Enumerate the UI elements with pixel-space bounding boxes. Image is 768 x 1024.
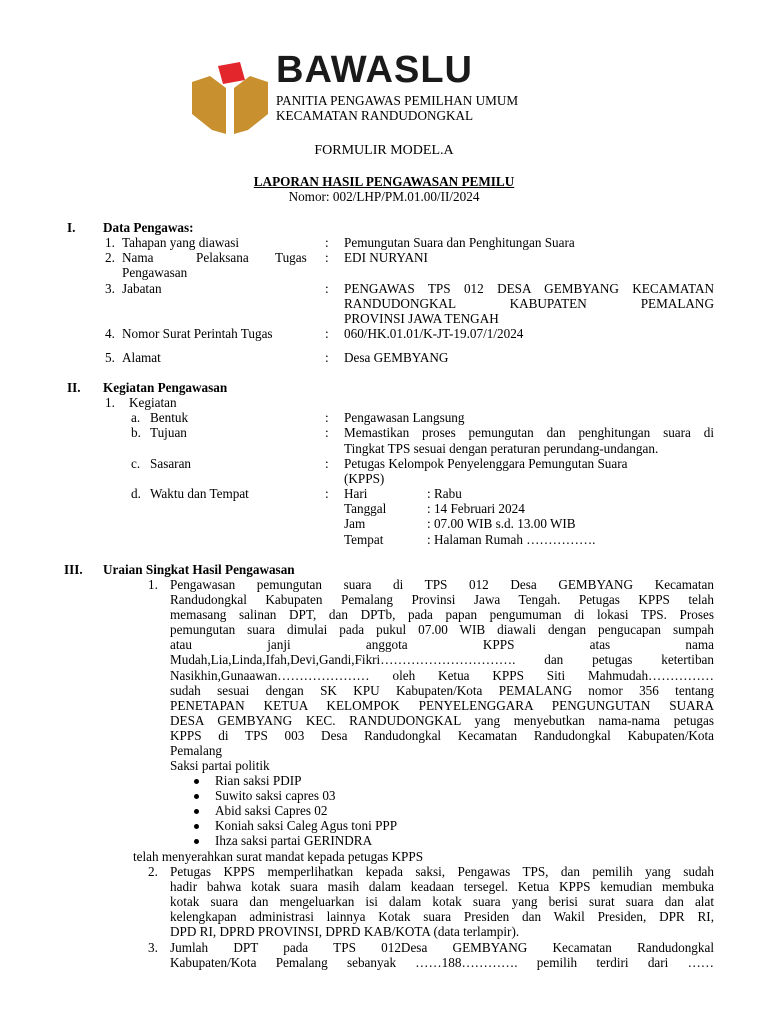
form-title: FORMULIR MODEL.A — [314, 143, 454, 158]
s3-p1-line: KPPS di TPS 003 Desa Randudongkal Kecamatan Randudongkal Kabupaten/Kota — [170, 728, 714, 743]
s1-item2-label-b: Pelaksana — [196, 250, 249, 265]
bullet-icon — [194, 779, 199, 784]
s1-item4-label: Nomor Surat Perintah Tugas — [122, 326, 273, 341]
s1-item3-num: 3. — [105, 281, 115, 296]
s1-item1-value: Pemungutan Suara dan Penghitungan Suara — [344, 235, 575, 250]
s1-item4-value: 060/HK.01.01/K-JT-19.07/1/2024 — [344, 326, 524, 341]
s2-item-a-value: Pengawasan Langsung — [344, 410, 465, 425]
time-value-jam: : 07.00 WIB s.d. 13.00 WIB — [427, 516, 576, 531]
time-value-tempat: : Halaman Rumah ……………. — [427, 532, 596, 547]
s3-p1-line: Nasikhin,Gunaawan………………… oleh Ketua KPPS Siti Mahmudah…………… — [170, 668, 714, 683]
saksi-title: Saksi partai politik — [170, 758, 270, 773]
s2-item-b-value-line1: Memastikan proses pemungutan dan penghitungan suara di — [344, 425, 714, 440]
time-label-hari: Hari — [344, 486, 368, 501]
s3-p1-num: 1. — [148, 577, 158, 592]
s2-item-c-letter: c. — [131, 456, 141, 471]
s2-item-b-letter: b. — [131, 425, 141, 440]
time-value-hari: : Rabu — [427, 486, 462, 501]
s3-p1-line: Mudah,Lia,Linda,Ifah,Devi,Gandi,Fikri…………………………. dan petugas ketertiban — [170, 652, 714, 667]
s1-item1-colon: : — [325, 235, 329, 250]
s1-item5-colon: : — [325, 350, 329, 365]
saksi-item: Abid saksi Capres 02 — [215, 803, 328, 818]
s2-item-b-label: Tujuan — [150, 425, 187, 440]
org-line1: PANITIA PENGAWAS PEMILHAN UMUM — [276, 93, 519, 108]
s1-item1-label: Tahapan yang diawasi — [122, 235, 239, 250]
section2-numeral: II. — [67, 380, 81, 395]
saksi-item: Rian saksi PDIP — [215, 773, 302, 788]
s3-p2-num: 2. — [148, 864, 158, 879]
s1-item4-colon: : — [325, 326, 329, 341]
section3-title: Uraian Singkat Hasil Pengawasan — [103, 562, 295, 577]
org-line2: KECAMATAN RANDUDONGKAL — [276, 108, 474, 123]
s2-item-b-value-line2: Tingkat TPS sesuai dengan peraturan perundang-undangan. — [344, 441, 659, 456]
s1-item3-value-line2: RANDUDONGKAL KABUPATEN PEMALANG — [344, 296, 714, 311]
s3-p2-line: Petugas KPPS memperlihatkan kepada saksi, Pengawas TPS, dan pemilih yang sudah — [170, 864, 714, 879]
s2-item-a-colon: : — [325, 410, 329, 425]
time-label-jam: Jam — [344, 516, 366, 531]
s3-p1-line: Pemalang — [170, 743, 223, 758]
s1-item2-value: EDI NURYANI — [344, 250, 428, 265]
s3-p1-line: PENETAPAN KETUA KELOMPOK PENYELENGGARA PENGUNGUTAN SUARA — [170, 698, 714, 713]
s1-item2-label-c: Tugas — [275, 250, 307, 265]
time-label-tanggal: Tanggal — [344, 501, 387, 516]
s2-item-a-label: Bentuk — [150, 410, 189, 425]
section3-numeral: III. — [64, 562, 83, 577]
s3-p1-line: Randudongkal Kabupaten Pemalang Provinsi Jawa Tengah. Petugas KPPS telah — [170, 592, 714, 607]
bullet-icon — [194, 824, 199, 829]
s3-p1-line: sudah sesuai dengan SK KPU Kabupaten/Kota PEMALANG nomor 356 tentang — [170, 683, 714, 698]
s3-p1-line: pemungutan suara dimulai pada pukul 07.00 WIB diawali dengan pengucapan sumpah — [170, 622, 714, 637]
s3-p1-line: atau janji anggota KPPS atas nama — [170, 637, 714, 652]
s1-item3-colon: : — [325, 281, 329, 296]
s1-item3-value-line3: PROVINSI JAWA TENGAH — [344, 311, 499, 326]
brand-name: BAWASLU — [276, 49, 473, 91]
s3-p1-line: Pengawasan pemungutan suara di TPS 012 Desa GEMBYANG Kecamatan — [170, 577, 714, 592]
s2-sub-title: Kegiatan — [129, 395, 177, 410]
s3-p3-line: Kabupaten/Kota Pemalang sebanyak ……188…………. pemilih terdiri dari …… — [170, 955, 714, 970]
time-value-tanggal: : 14 Februari 2024 — [427, 501, 525, 516]
saksi-item: Suwito saksi capres 03 — [215, 788, 336, 803]
bullet-icon — [194, 809, 199, 814]
s3-p2-line: DPD RI, DPRD PROVINSI, DPRD KAB/KOTA (data terlampir). — [170, 924, 520, 939]
bullet-icon — [194, 794, 199, 799]
s2-item-c-label: Sasaran — [150, 456, 192, 471]
s2-item-c-colon: : — [325, 456, 329, 471]
s1-item2-num: 2. — [105, 250, 115, 265]
s1-item5-value: Desa GEMBYANG — [344, 350, 449, 365]
s1-item3-value-line1: PENGAWAS TPS 012 DESA GEMBYANG KECAMATAN — [344, 281, 714, 296]
time-label-tempat: Tempat — [344, 532, 384, 547]
bullet-icon — [194, 839, 199, 844]
s1-item1-num: 1. — [105, 235, 115, 250]
s2-item-d-letter: d. — [131, 486, 141, 501]
s2-item-a-letter: a. — [131, 410, 141, 425]
s3-p1-line: memasang salinan DPT, dan DPTb, pada papan pengumuman di lokasi TPS. Proses — [170, 607, 714, 622]
s1-item2-colon: : — [325, 250, 329, 265]
section1-numeral: I. — [67, 220, 76, 235]
s2-item-c-value-line2: (KPPS) — [344, 471, 385, 486]
section1-title: Data Pengawas: — [103, 220, 194, 235]
s3-p2-line: hadir bahwa kotak suara masih dalam keadaan tersegel. Ketua KPPS kemudian membuka — [170, 879, 714, 894]
s1-item4-num: 4. — [105, 326, 115, 341]
report-number: Nomor: 002/LHP/PM.01.00/II/2024 — [288, 189, 480, 204]
saksi-item: Ihza saksi partai GERINDRA — [215, 833, 373, 848]
s3-p1-line: DESA GEMBYANG KEC. RANDUDONGKAL yang menyebutkan nama-nama petugas — [170, 713, 714, 728]
s2-item-d-colon: : — [325, 486, 329, 501]
s1-item2-label-a: Nama — [122, 250, 154, 265]
saksi-item: Koniah saksi Caleg Agus toni PPP — [215, 818, 398, 833]
after-saksi-text: telah menyerahkan surat mandat kepada petugas KPPS — [133, 849, 424, 864]
s1-item3-label: Jabatan — [122, 281, 162, 296]
s3-p2-line: kotak suara dan mengeluarkan isi dalam kotak suara yang berisi surat suara dan alat — [170, 894, 714, 909]
report-title: LAPORAN HASIL PENGAWASAN PEMILU — [253, 174, 515, 189]
s1-item2-label-d: Pengawasan — [122, 265, 188, 280]
s3-p3-num: 3. — [148, 940, 158, 955]
s2-item-d-label: Waktu dan Tempat — [150, 486, 249, 501]
s2-item-c-value-line1: Petugas Kelompok Penyelenggara Pemungutan Suara — [344, 456, 628, 471]
s3-p2-line: kelengkapan administrasi lainnya Kotak suara Presiden dan Wakil Presiden, DPR RI, — [170, 909, 714, 924]
s1-item5-label: Alamat — [122, 350, 161, 365]
section2-title: Kegiatan Pengawasan — [103, 380, 228, 395]
s3-p3-line: Jumlah DPT pada TPS 012Desa GEMBYANG Kecamatan Randudongkal — [170, 940, 714, 955]
bawaslu-logo-icon — [190, 62, 270, 137]
s2-item-b-colon: : — [325, 425, 329, 440]
s2-sub-num: 1. — [105, 395, 115, 410]
s1-item5-num: 5. — [105, 350, 115, 365]
